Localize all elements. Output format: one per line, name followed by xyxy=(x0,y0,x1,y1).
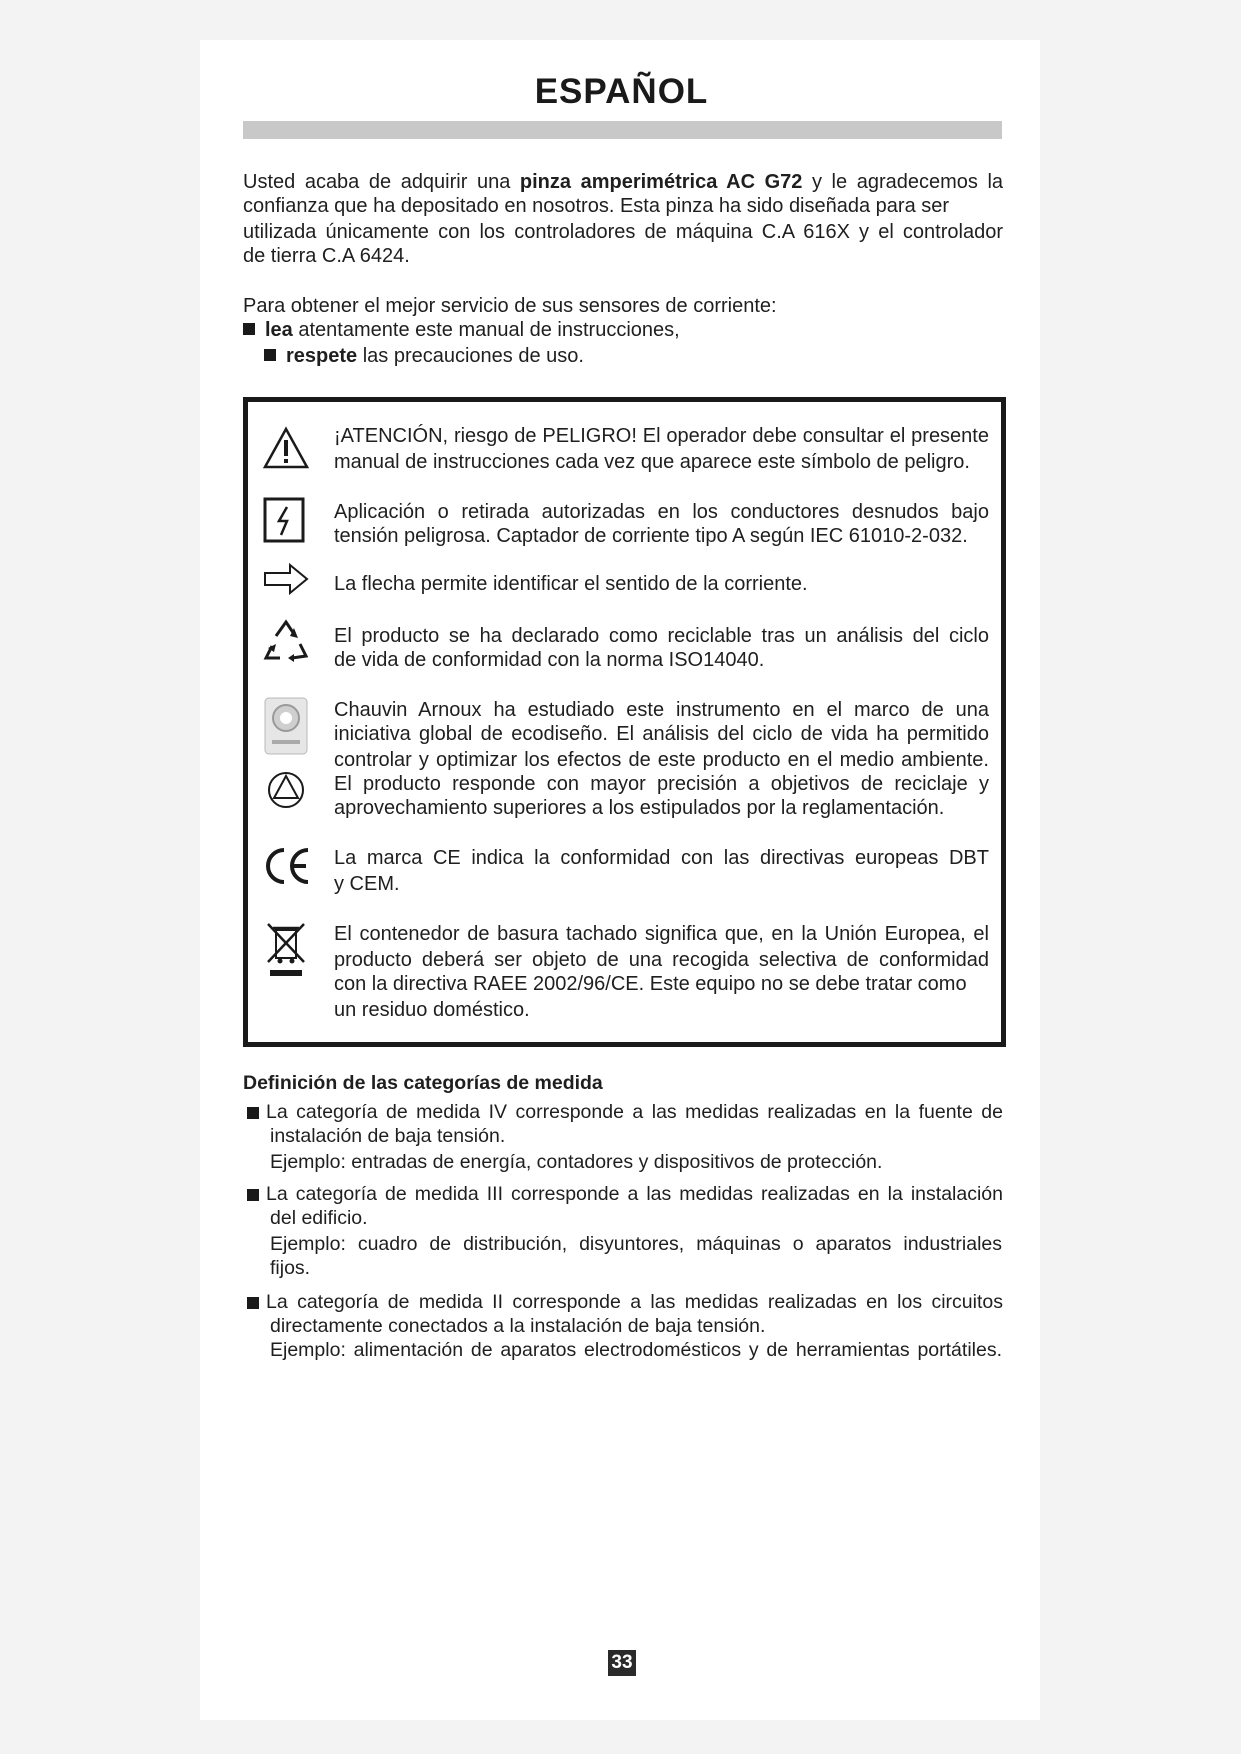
ce-mark-icon xyxy=(262,846,312,886)
symbol-text-recycle-l1: El producto se ha declarado como reciclable tras un análisis del ciclo xyxy=(334,625,989,647)
symbol-text-ce-l2: y CEM. xyxy=(334,873,400,895)
symbol-text-ce-l1: La marca CE indica la conformidad con las directivas europeas DBT xyxy=(334,847,989,869)
arrow-icon xyxy=(262,562,310,596)
intro-paragraph-2: Para obtener el mejor servicio de sus sensores de corriente: xyxy=(243,295,777,317)
symbol-text-bin-l1: El contenedor de basura tachado significa que, en la Unión Europea, el xyxy=(334,923,989,945)
intro-text: Usted acaba de adquirir una xyxy=(243,171,520,193)
crossed-bin-icon xyxy=(264,920,308,980)
bullet-square xyxy=(247,1297,259,1309)
category-iv-l2: instalación de baja tensión. xyxy=(270,1125,506,1147)
category-ii-example: Ejemplo: alimentación de aparatos electrodomésticos y de herramientas portátiles. xyxy=(270,1339,1002,1361)
symbol-text-eco-l2: iniciativa global de ecodiseño. El análisis del ciclo de vida ha permitido xyxy=(334,723,989,745)
symbol-text-bin-l4: un residuo doméstico. xyxy=(334,999,530,1021)
page-title: ESPAÑOL xyxy=(534,72,709,111)
symbol-text-eco-l3: controlar y optimizar los efectos de este producto en el medio ambiente. xyxy=(334,749,989,771)
intro-line-3: utilizada únicamente con los controladores de máquina C.A 616X y el controlador xyxy=(243,221,1003,243)
bullet-square xyxy=(247,1189,259,1201)
category-ii-l2: directamente conectados a la instalación de baja tensión. xyxy=(270,1315,766,1337)
recycle-triangle-icon xyxy=(262,618,310,666)
product-name: pinza amperimétrica AC G72 xyxy=(519,171,803,193)
warning-triangle-icon xyxy=(262,426,310,470)
intro-bullet-2 xyxy=(264,344,1024,369)
category-iii-l2: del edificio. xyxy=(270,1207,368,1229)
title-rule xyxy=(243,121,1002,139)
bullet-square xyxy=(247,1107,259,1119)
symbol-text-warning-l1: ¡ATENCIÓN, riesgo de PELIGRO! El operador debe consultar el presente xyxy=(334,425,989,447)
category-ii-l1: La categoría de medida II corresponde a las medidas realizadas en los circuitos xyxy=(266,1291,1003,1313)
intro-line-2: confianza que ha depositado en nosotros. Esta pinza ha sido diseñada para ser xyxy=(243,195,950,217)
bullet-square xyxy=(264,349,276,361)
bullet-square xyxy=(243,323,255,335)
intro-line-1 xyxy=(243,170,1003,195)
symbol-text-live-l2: tensión peligrosa. Captador de corriente tipo A según IEC 61010-2-032. xyxy=(334,525,968,547)
symbol-text-eco-l5: aprovechamiento superiores a los estipulados por la reglamentación. xyxy=(334,797,945,819)
intro-line-4: de tierra C.A 6424. xyxy=(243,245,410,267)
page-number: 33 xyxy=(608,1650,636,1676)
ecodesign-icon xyxy=(262,696,310,816)
bullet-bold: lea xyxy=(265,319,293,341)
category-iv-example: Ejemplo: entradas de energía, contadores y dispositivos de protección. xyxy=(270,1151,883,1173)
categories-heading: Definición de las categorías de medida xyxy=(243,1072,603,1094)
symbol-text-bin-l3: con la directiva RAEE 2002/96/CE. Este equipo no se debe tratar como xyxy=(334,973,967,995)
category-iii-example-l1: Ejemplo: cuadro de distribución, disyuntores, máquinas o aparatos industriales xyxy=(270,1233,1002,1255)
intro-text: y le agradecemos la xyxy=(802,171,1004,193)
category-iii-l1: La categoría de medida III corresponde a las medidas realizadas en la instalación xyxy=(266,1183,1003,1205)
intro-bullet-1 xyxy=(243,318,1003,343)
symbol-text-arrow: La flecha permite identificar el sentido de la corriente. xyxy=(334,573,808,595)
bullet-text: las precauciones de uso. xyxy=(357,345,584,367)
live-conductor-icon xyxy=(263,497,305,543)
symbol-text-live-l1: Aplicación o retirada autorizadas en los conductores desnudos bajo xyxy=(334,501,989,523)
symbol-text-eco-l4: El producto responde con mayor precisión a objetivos de reciclaje y xyxy=(334,773,989,795)
category-iii-example-l2: fijos. xyxy=(270,1257,311,1279)
bullet-bold: respete xyxy=(286,345,358,367)
symbol-text-warning-l2: manual de instrucciones cada vez que aparece este símbolo de peligro. xyxy=(334,451,970,473)
category-iv-l1: La categoría de medida IV corresponde a las medidas realizadas en la fuente de xyxy=(266,1101,1003,1123)
symbol-text-recycle-l2: de vida de conformidad con la norma ISO14040. xyxy=(334,649,765,671)
symbol-text-bin-l2: producto deberá ser objeto de una recogida selectiva de conformidad xyxy=(334,949,989,971)
symbol-text-eco-l1: Chauvin Arnoux ha estudiado este instrumento en el marco de una xyxy=(334,699,989,721)
bullet-text: atentamente este manual de instrucciones, xyxy=(292,319,680,341)
